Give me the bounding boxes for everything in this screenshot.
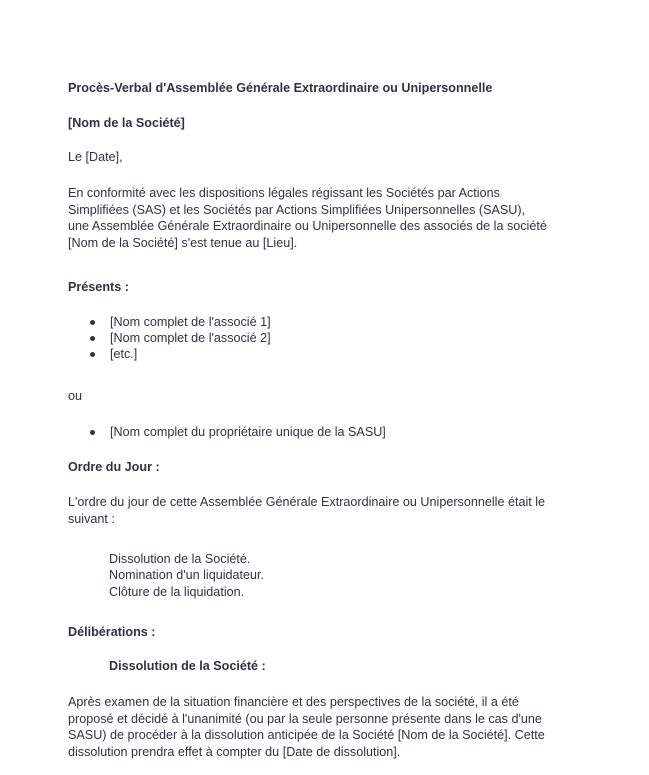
agenda-intro-line: suivant :: [68, 511, 115, 526]
bullet-icon: [90, 320, 95, 325]
deliberations-line: proposé et décidé à l'unanimité (ou par la seule personne présente dans le cas d'une: [68, 711, 542, 726]
deliberations-heading: Délibérations :: [68, 625, 156, 639]
presents-list: [90, 314, 271, 362]
list-item: [90, 330, 271, 346]
list-item-text: [Nom complet du propriétaire unique de la SASU]: [110, 425, 386, 439]
company-name-placeholder: [Nom de la Société]: [68, 116, 185, 130]
date-line: Le [Date],: [68, 150, 123, 164]
agenda-item: Dissolution de la Société.: [109, 552, 251, 566]
list-item: [90, 314, 271, 330]
agenda-items: [109, 551, 264, 600]
document-title: Procès-Verbal d'Assemblée Générale Extraordinaire ou Unipersonnelle: [68, 81, 493, 95]
list-item-text: [Nom complet de l'associé 1]: [110, 315, 271, 329]
intro-paragraph: [68, 185, 598, 251]
deliberations-line: SASU) de procéder à la dissolution anticipée de la Société [Nom de la Société]. Cette: [68, 728, 545, 742]
list-item-text: [etc.]: [110, 347, 138, 361]
bullet-icon: [90, 336, 95, 341]
intro-line: une Assemblée Générale Extraordinaire ou Unipersonnelle des associés de la société: [68, 219, 547, 233]
agenda-item: Nomination d'un liquidateur.: [109, 568, 265, 583]
deliberations-line: Après examen de la situation financière et des perspectives de la société, il a été: [68, 695, 519, 709]
agenda-intro-line: L'ordre du jour de cette Assemblée Générale Extraordinaire ou Unipersonnelle était le: [68, 495, 546, 509]
presents-alt-list: [90, 424, 386, 440]
intro-line: En conformité avec les dispositions légales régissant les Sociétés par Actions: [68, 186, 500, 200]
bullet-icon: [90, 430, 95, 435]
list-item-text: [Nom complet de l'associé 2]: [110, 331, 271, 345]
presents-heading: Présents :: [68, 280, 129, 294]
intro-line: Simplifiées (SAS) et les Sociétés par Actions Simplifiées Unipersonnelles (SASU),: [68, 202, 526, 217]
deliberations-paragraph: [68, 694, 598, 760]
intro-line: [Nom de la Société] s'est tenue au [Lieu].: [68, 235, 298, 250]
list-item: [90, 346, 271, 362]
deliberations-subheading: Dissolution de la Société :: [109, 659, 266, 673]
deliberations-line: dissolution prendra effet à compter du [Date de dissolution].: [68, 744, 401, 759]
list-item: [90, 424, 386, 440]
agenda-heading: Ordre du Jour :: [68, 460, 160, 474]
agenda-intro: [68, 494, 598, 527]
bullet-icon: [90, 352, 95, 357]
or-label: ou: [68, 389, 83, 403]
agenda-item: Clôture de la liquidation.: [109, 584, 245, 599]
